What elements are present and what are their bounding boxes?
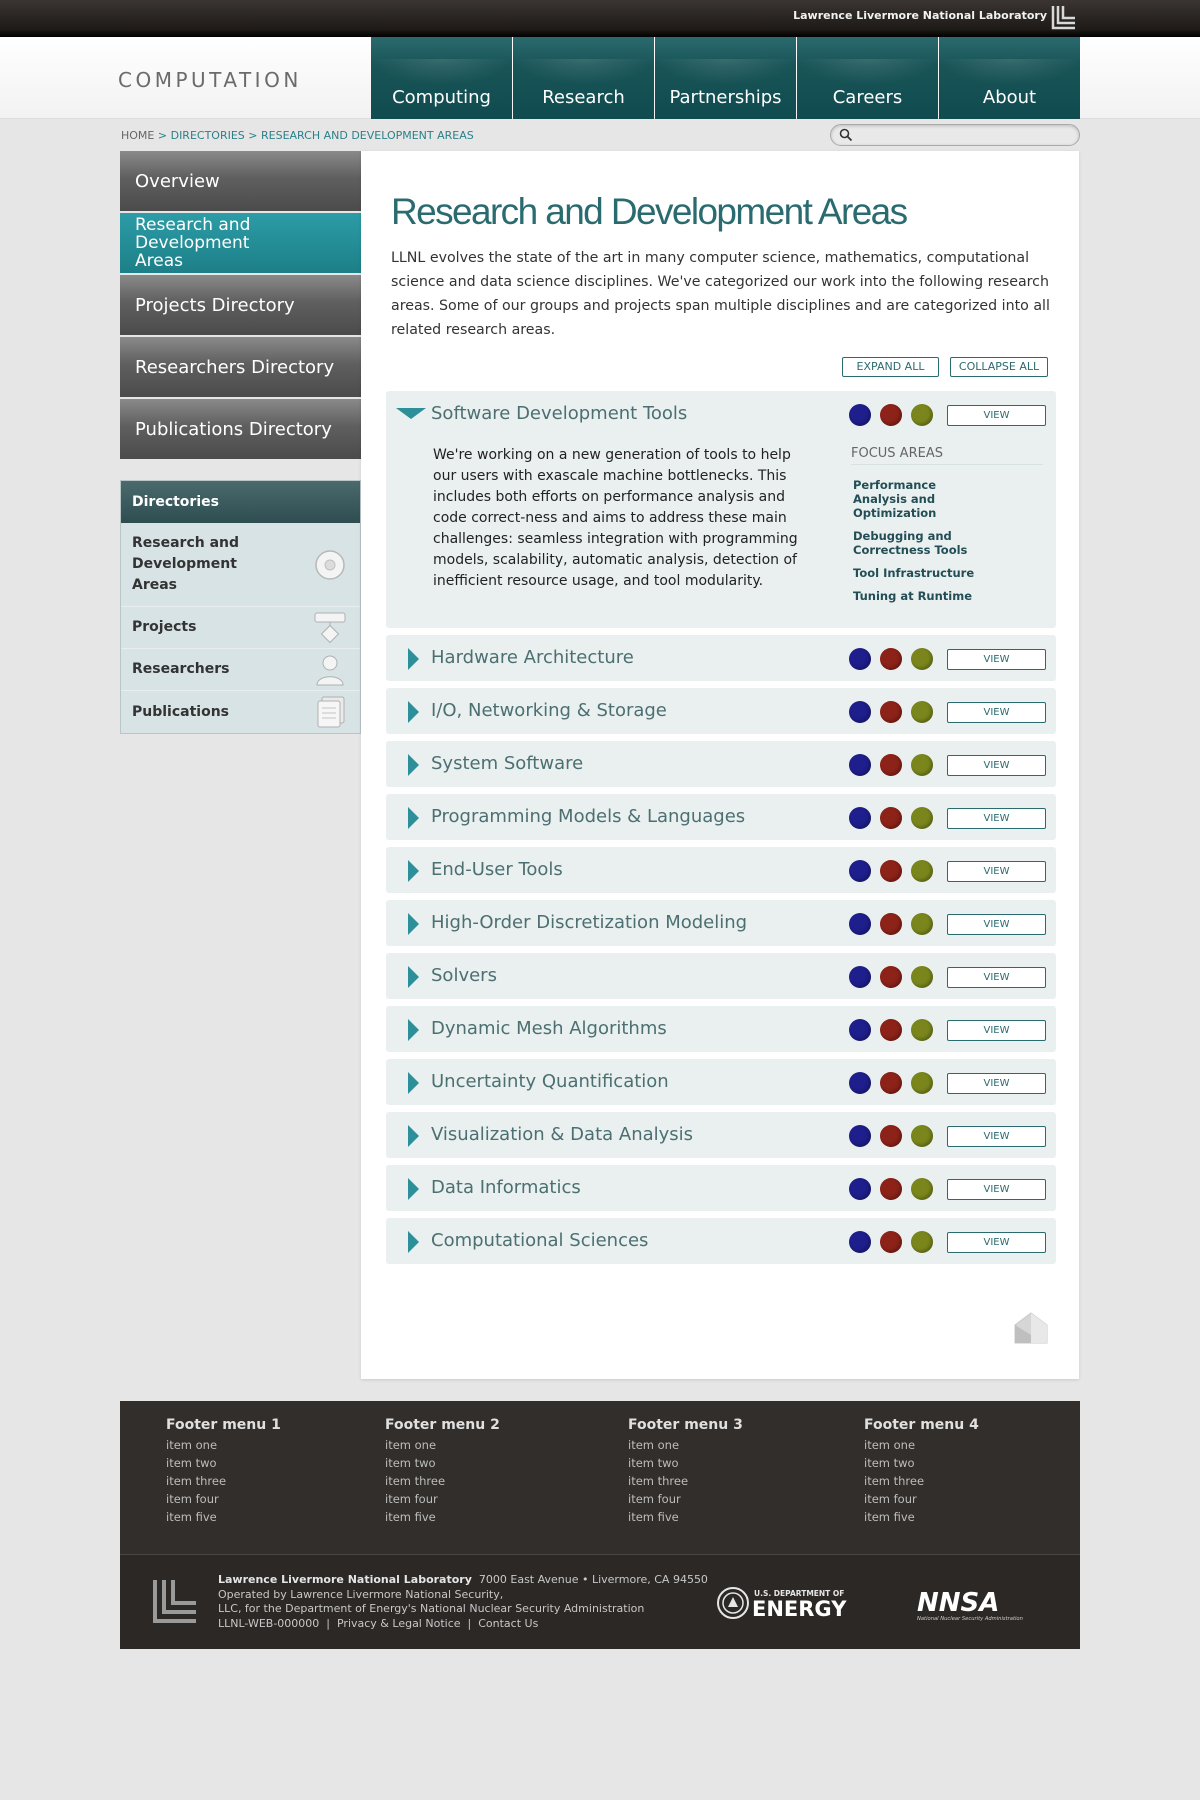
sidebar-item-publications-directory[interactable] xyxy=(120,399,361,459)
site-header xyxy=(0,37,1200,119)
category-dot xyxy=(880,1231,902,1253)
footer-link[interactable]: item five xyxy=(864,1510,915,1524)
footer-link[interactable]: item four xyxy=(166,1492,219,1506)
footer-link[interactable]: item two xyxy=(628,1456,679,1470)
category-dot xyxy=(880,1072,902,1094)
chevron-right-icon[interactable] xyxy=(408,648,419,670)
category-dot xyxy=(911,1231,933,1253)
focus-areas-heading: FOCUS AREAS xyxy=(851,446,1043,465)
breadcrumb-home[interactable]: HOME xyxy=(121,129,155,142)
category-dot xyxy=(880,648,902,670)
category-dot xyxy=(849,648,871,670)
category-dot xyxy=(880,701,902,723)
chevron-right-icon[interactable] xyxy=(408,1178,419,1200)
category-dot xyxy=(911,1072,933,1094)
category-dot xyxy=(880,807,902,829)
footer-menu-heading: Footer menu 4 xyxy=(864,1417,979,1433)
footer-link[interactable]: item two xyxy=(385,1456,436,1470)
category-dot xyxy=(880,913,902,935)
intro-text: LLNL evolves the state of the art in many computer science, mathematics, computational science and data science disciplines. We've categorized our work into the following research areas. Some of our groups and projects span multiple disciplines and are categorized into all related research areas. xyxy=(391,250,1050,338)
category-dot xyxy=(911,701,933,723)
footer-link[interactable]: item five xyxy=(166,1510,217,1524)
accordion-title[interactable]: System Software xyxy=(431,753,584,774)
category-dots xyxy=(849,1178,942,1200)
category-dot xyxy=(880,1125,902,1147)
footer-menu xyxy=(864,1417,979,1526)
footer-menu-heading: Footer menu 3 xyxy=(628,1417,743,1433)
accordion-item xyxy=(386,953,1056,999)
category-dots xyxy=(849,966,942,988)
accordion-title[interactable]: Solvers xyxy=(431,965,497,986)
footer-link[interactable]: item four xyxy=(628,1492,681,1506)
directory-label: Researchers xyxy=(132,661,230,677)
accordion-title[interactable]: Visualization & Data Analysis xyxy=(431,1124,694,1145)
nav-careers[interactable]: Careers xyxy=(797,37,938,119)
breadcrumb-directories[interactable]: DIRECTORIES xyxy=(170,129,245,142)
footer-sep: | xyxy=(460,1616,479,1630)
accordion-title[interactable]: High-Order Discretization Modeling xyxy=(431,912,748,933)
home-icon[interactable] xyxy=(1011,1309,1051,1349)
sidebar-item-label: Overview xyxy=(135,170,220,192)
footer-bottom xyxy=(120,1555,1080,1649)
footer-address: 7000 East Avenue • Livermore, CA 94550 xyxy=(478,1573,708,1586)
nnsa-small-text: National Nuclear Security Administration xyxy=(917,1616,1023,1622)
category-dot xyxy=(849,1231,871,1253)
breadcrumb-sep: > xyxy=(244,129,261,142)
category-dot xyxy=(849,966,871,988)
sidebar-item-label: Researchers Directory xyxy=(135,356,335,378)
category-dot xyxy=(911,807,933,829)
category-dot xyxy=(880,1019,902,1041)
category-dot xyxy=(911,404,933,426)
footer-menu-heading: Footer menu 1 xyxy=(166,1417,281,1433)
site-brand[interactable]: COMPUTATION xyxy=(118,68,302,92)
category-dots xyxy=(849,1231,942,1253)
collapsed-items xyxy=(386,635,1056,1264)
sidebar-item-label: Projects Directory xyxy=(135,294,295,316)
search-box xyxy=(830,124,1080,146)
expand-all-button[interactable]: EXPAND ALL xyxy=(842,357,939,377)
collapse-all-button[interactable]: COLLAPSE ALL xyxy=(950,357,1048,377)
category-dots xyxy=(849,1072,942,1094)
directories-heading: Directories xyxy=(121,481,360,523)
footer-link[interactable]: item one xyxy=(628,1438,680,1452)
sidebar-item-overview[interactable] xyxy=(120,151,361,211)
accordion-title[interactable]: Hardware Architecture xyxy=(431,647,634,668)
footer-link[interactable]: item four xyxy=(864,1492,917,1506)
research-areas-accordion xyxy=(386,391,1056,1271)
focus-area-link[interactable]: Tuning at Runtime xyxy=(853,589,973,603)
footer-legal xyxy=(218,1573,708,1631)
category-dot xyxy=(849,404,871,426)
target-icon xyxy=(314,548,346,582)
footer-link[interactable]: item two xyxy=(864,1456,915,1470)
accordion-item xyxy=(386,900,1056,946)
view-button[interactable]: VIEW xyxy=(947,914,1046,935)
category-dot xyxy=(880,860,902,882)
nnsa-logo-icon[interactable] xyxy=(915,1587,1030,1623)
category-dot xyxy=(849,807,871,829)
accordion-item xyxy=(386,847,1056,893)
page-title: Research and Development Areas xyxy=(391,191,907,232)
category-dots xyxy=(849,648,942,670)
view-button[interactable]: VIEW xyxy=(947,861,1046,882)
chevron-right-icon[interactable] xyxy=(408,754,419,776)
footer-link[interactable]: item five xyxy=(628,1510,679,1524)
main-content xyxy=(361,151,1079,1379)
accordion-title[interactable]: I/O, Networking & Storage xyxy=(431,700,667,721)
category-dot xyxy=(911,648,933,670)
directory-projects[interactable] xyxy=(121,607,360,649)
category-dot xyxy=(880,1178,902,1200)
category-dot xyxy=(849,701,871,723)
accordion-item xyxy=(386,1059,1056,1105)
flowchart-icon xyxy=(314,611,346,645)
category-dot xyxy=(849,1019,871,1041)
chevron-right-icon[interactable] xyxy=(408,913,419,935)
category-dot xyxy=(880,404,902,426)
breadcrumb-sep: > xyxy=(154,129,171,142)
chevron-right-icon[interactable] xyxy=(408,701,419,723)
top-bar xyxy=(0,0,1200,37)
category-dots xyxy=(849,807,942,829)
view-button[interactable]: VIEW xyxy=(947,1073,1046,1094)
accordion-item xyxy=(386,1112,1056,1158)
category-dot xyxy=(849,754,871,776)
accordion-title[interactable]: Programming Models & Languages xyxy=(431,806,746,827)
footer-link[interactable]: item one xyxy=(864,1438,916,1452)
footer-link[interactable]: item one xyxy=(166,1438,218,1452)
category-dot xyxy=(849,1125,871,1147)
footer-link[interactable]: item four xyxy=(385,1492,438,1506)
category-dots xyxy=(849,1125,942,1147)
nnsa-text: NNSA xyxy=(917,1588,1000,1618)
nav-research[interactable]: Research xyxy=(513,37,654,119)
category-dots xyxy=(849,860,942,882)
accordion-item xyxy=(386,741,1056,787)
directory-label: Research and Development Areas xyxy=(132,535,240,593)
accordion-item xyxy=(386,794,1056,840)
documents-icon xyxy=(314,695,346,729)
sidebar-nav xyxy=(120,151,361,461)
llnl-logo-icon[interactable] xyxy=(1050,4,1078,32)
category-dot xyxy=(849,860,871,882)
category-dot xyxy=(849,1072,871,1094)
footer-menus xyxy=(120,1401,1080,1554)
focus-area-link[interactable]: Performance Analysis and Optimization xyxy=(853,478,937,520)
category-dot xyxy=(911,913,933,935)
category-dot xyxy=(911,1178,933,1200)
category-dots xyxy=(849,404,942,426)
view-button[interactable]: VIEW xyxy=(947,702,1046,723)
site-footer xyxy=(120,1401,1080,1649)
focus-area-link[interactable]: Tool Infrastructure xyxy=(853,566,975,580)
chevron-right-icon[interactable] xyxy=(408,860,419,882)
footer-sep: | xyxy=(319,1616,337,1630)
directories-panel xyxy=(120,480,361,734)
footer-menu xyxy=(385,1417,500,1526)
doe-small-text: U.S. DEPARTMENT OF xyxy=(754,1589,845,1598)
directory-label: Publications xyxy=(132,703,230,720)
sidebar-item-researchers-directory[interactable] xyxy=(120,337,361,397)
doe-logo-icon[interactable] xyxy=(716,1585,856,1621)
category-dot xyxy=(911,1019,933,1041)
view-button[interactable]: VIEW xyxy=(947,967,1046,988)
footer-link[interactable]: item one xyxy=(385,1438,437,1452)
footer-operated: LLC, for the Department of Energy's National Nuclear Security Administration xyxy=(218,1602,645,1615)
footer-link[interactable]: item five xyxy=(385,1510,436,1524)
sidebar-item-label: Research and Development Areas xyxy=(135,215,251,271)
search-input[interactable] xyxy=(857,126,1072,144)
footer-menu-heading: Footer menu 2 xyxy=(385,1417,500,1433)
sidebar-item-label: Publications Directory xyxy=(135,418,332,440)
doe-big-text: ENERGY xyxy=(752,1597,847,1621)
footer-link[interactable]: item three xyxy=(628,1474,689,1488)
directory-publications[interactable] xyxy=(121,691,360,733)
chevron-right-icon[interactable] xyxy=(408,1231,419,1253)
accordion-item xyxy=(386,635,1056,681)
accordion-title[interactable]: Data Informatics xyxy=(431,1177,581,1198)
accordion-item xyxy=(386,391,1056,628)
breadcrumb-current[interactable]: RESEARCH AND DEVELOPMENT AREAS xyxy=(261,129,474,142)
contact-link[interactable]: Contact Us xyxy=(478,1616,539,1630)
category-dot xyxy=(849,913,871,935)
directory-label: Projects xyxy=(132,619,197,635)
footer-operated: Operated by Lawrence Livermore National Security, xyxy=(218,1587,504,1601)
chevron-right-icon[interactable] xyxy=(408,1019,419,1041)
chevron-right-icon[interactable] xyxy=(408,1072,419,1094)
view-button[interactable]: VIEW xyxy=(947,1126,1046,1147)
view-button[interactable]: VIEW xyxy=(947,808,1046,829)
breadcrumb xyxy=(121,129,474,142)
footer-menu xyxy=(628,1417,743,1526)
sidebar-item-projects-directory[interactable] xyxy=(120,275,361,335)
lab-name[interactable]: Lawrence Livermore National Laboratory xyxy=(793,9,1047,22)
footer-link[interactable]: item three xyxy=(385,1474,446,1488)
main-nav xyxy=(371,37,1080,119)
accordion-title[interactable]: Dynamic Mesh Algorithms xyxy=(431,1018,667,1039)
chevron-right-icon[interactable] xyxy=(408,966,419,988)
accordion-item xyxy=(386,1165,1056,1211)
view-button[interactable]: VIEW xyxy=(947,755,1046,776)
category-dots xyxy=(849,1019,942,1041)
accordion-item xyxy=(386,1006,1056,1052)
view-button[interactable]: VIEW xyxy=(947,1179,1046,1200)
category-dot xyxy=(911,966,933,988)
category-dots xyxy=(849,913,942,935)
focus-areas-list xyxy=(853,478,1045,612)
view-button[interactable]: VIEW xyxy=(947,649,1046,670)
llnl-logo-icon[interactable] xyxy=(150,1577,200,1627)
category-dot xyxy=(880,754,902,776)
focus-area-link[interactable]: Debugging and Correctness Tools xyxy=(853,529,968,557)
footer-doc-id: LLNL-WEB-000000 xyxy=(218,1616,320,1630)
footer-link[interactable]: item three xyxy=(864,1474,925,1488)
footer-menu xyxy=(166,1417,281,1526)
view-button[interactable]: VIEW xyxy=(947,1232,1046,1253)
footer-link[interactable]: item three xyxy=(166,1474,227,1488)
view-button[interactable]: VIEW xyxy=(947,1020,1046,1041)
category-dots xyxy=(849,754,942,776)
chevron-right-icon[interactable] xyxy=(408,1125,419,1147)
accordion-body: We're working on a new generation of tools to help our users with exascale machine bottlenecks. This includes both efforts on performance analysis and code correct-ness and aims to address these main challenges: seamless integration with programming models, scalability, automatic analysis, detection of inefficient resource usage, and tool modularity. xyxy=(433,447,798,589)
nav-about[interactable]: About xyxy=(939,37,1080,119)
chevron-down-icon[interactable] xyxy=(396,408,426,419)
person-icon xyxy=(314,653,346,687)
category-dot xyxy=(880,966,902,988)
privacy-link[interactable]: Privacy & Legal Notice xyxy=(336,1616,461,1630)
sidebar-item-research-areas[interactable] xyxy=(120,213,361,273)
category-dot xyxy=(911,1125,933,1147)
accordion-item xyxy=(386,688,1056,734)
directory-researchers[interactable] xyxy=(121,649,360,691)
accordion-title[interactable]: Uncertainty Quantification xyxy=(431,1071,669,1092)
footer-link[interactable]: item two xyxy=(166,1456,217,1470)
view-button[interactable]: VIEW xyxy=(947,405,1046,426)
accordion-title[interactable]: Computational Sciences xyxy=(431,1230,649,1251)
accordion-title[interactable]: End-User Tools xyxy=(431,859,563,880)
accordion-item xyxy=(386,1218,1056,1264)
footer-lab-name: Lawrence Livermore National Laboratory xyxy=(218,1573,472,1586)
nav-partnerships[interactable]: Partnerships xyxy=(655,37,796,119)
directory-research-areas[interactable] xyxy=(121,523,360,607)
category-dot xyxy=(849,1178,871,1200)
accordion-title[interactable]: Software Development Tools xyxy=(431,403,688,424)
chevron-right-icon[interactable] xyxy=(408,807,419,829)
category-dots xyxy=(849,701,942,723)
category-dot xyxy=(911,754,933,776)
search-icon[interactable] xyxy=(839,128,853,142)
category-dot xyxy=(911,860,933,882)
nav-computing[interactable]: Computing xyxy=(371,37,512,119)
